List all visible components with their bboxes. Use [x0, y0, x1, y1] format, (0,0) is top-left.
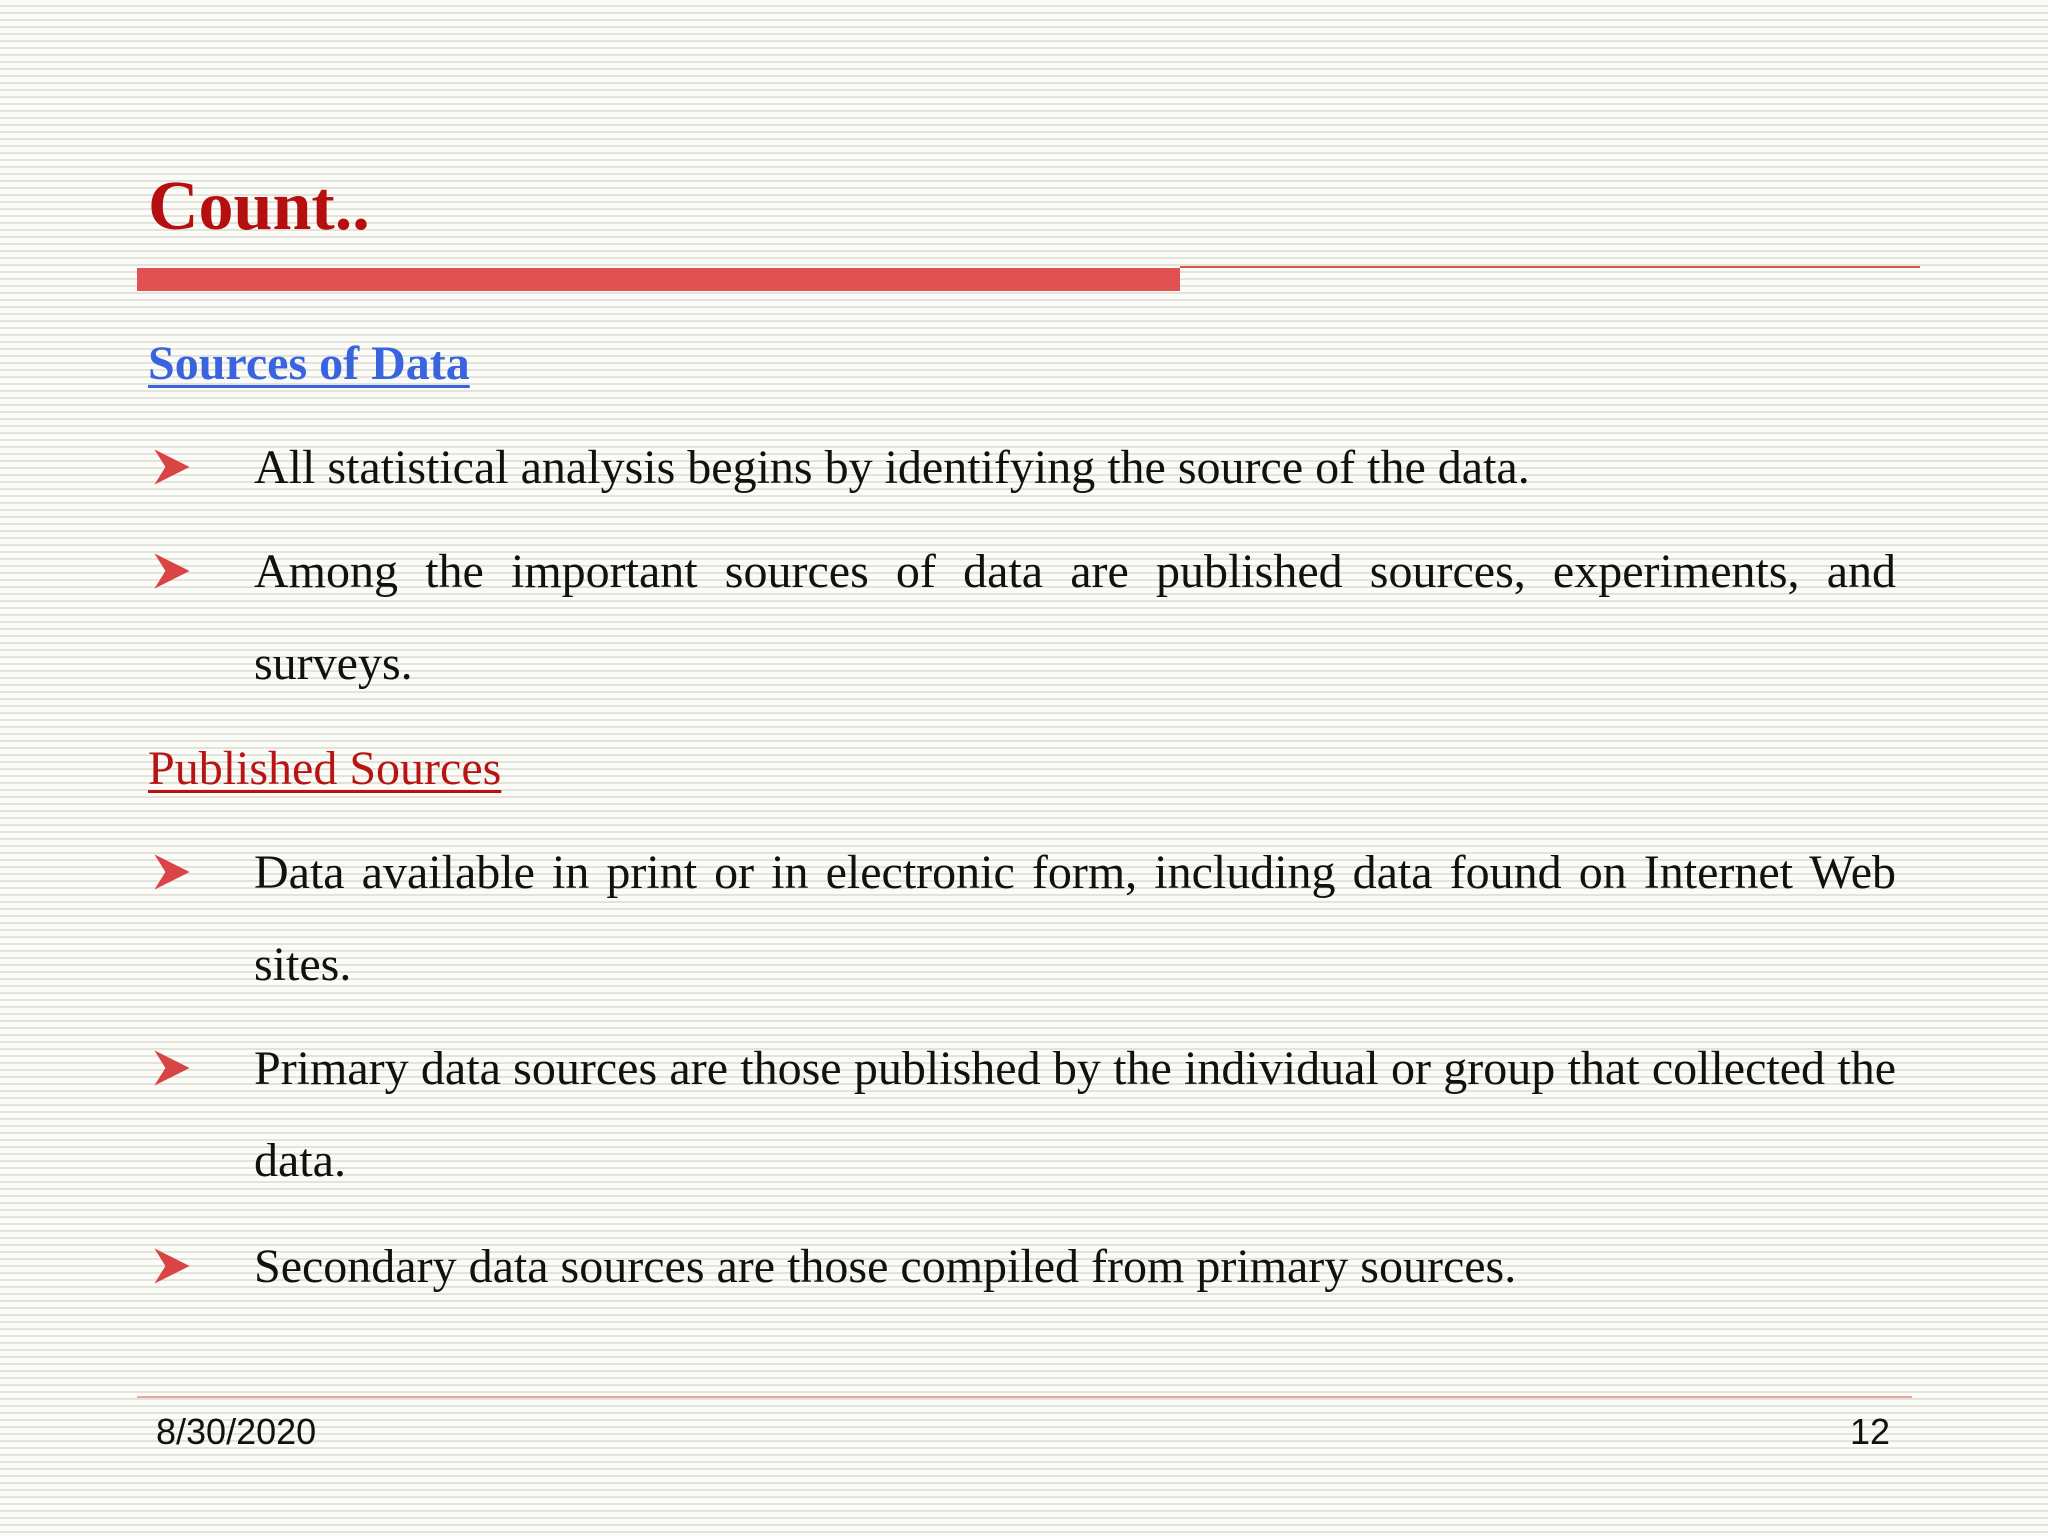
arrowhead-bullet-icon	[150, 445, 194, 489]
bullet-item: All statistical analysis begins by identifying the source of the data.	[254, 441, 1530, 494]
slide-number: 12	[1849, 1411, 1890, 1452]
heading-sources-of-data[interactable]: Sources of Data	[148, 337, 470, 390]
title-accent-line	[1180, 266, 1920, 268]
bullet-item: Primary data sources are those published by the individual or group that collected the data.	[254, 1042, 1896, 1187]
footer-divider	[137, 1396, 1912, 1398]
slide-title: Count..	[148, 168, 370, 245]
bullet-item: Data available in print or in electronic form, including data found on Internet Web sites.	[254, 846, 1896, 991]
footer-date: 8/30/2020	[156, 1411, 317, 1452]
title-accent-bar	[137, 268, 1180, 291]
bullet-item: Secondary data sources are those compiled from primary sources.	[254, 1240, 1517, 1293]
heading-published-sources: Published Sources	[148, 742, 502, 795]
bullet-item: Among the important sources of data are published sources, experiments, and surveys.	[254, 545, 1896, 690]
arrowhead-bullet-icon	[150, 850, 194, 894]
arrowhead-bullet-icon	[150, 1046, 194, 1090]
arrowhead-bullet-icon	[150, 1244, 194, 1288]
arrowhead-bullet-icon	[150, 549, 194, 593]
